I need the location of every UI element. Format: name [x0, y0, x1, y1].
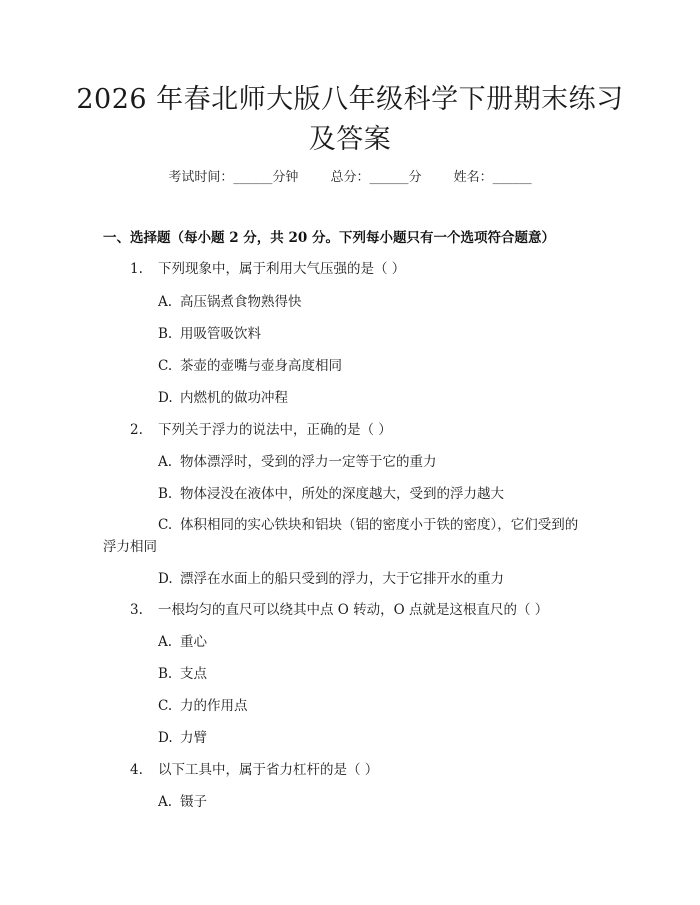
exam-time-field: 考试时间：______分钟 — [168, 170, 299, 185]
student-name-field: 姓名：______ — [453, 170, 532, 185]
option-letter: A. — [158, 294, 173, 310]
total-score-field: 总分：______分 — [330, 170, 422, 185]
option-letter: D. — [158, 390, 173, 406]
option-letter: B. — [158, 486, 173, 502]
question-text: 下列现象中，属于利用大气压强的是（ ） — [158, 261, 406, 277]
option-text: 镊子 — [180, 794, 207, 810]
question-number: 3. — [130, 602, 143, 618]
question-2-option-b — [158, 484, 504, 504]
page-title — [60, 80, 640, 160]
option-text: 力臂 — [180, 730, 207, 746]
question-1-option-c — [158, 356, 342, 376]
option-text: 茶壶的壶嘴与壶身高度相同 — [180, 358, 342, 374]
question-text: 下列关于浮力的说法中，正确的是（ ） — [158, 422, 392, 438]
question-2-option-a — [158, 452, 437, 472]
option-letter: A. — [158, 454, 173, 470]
option-letter: C. — [158, 358, 173, 374]
question-3-option-d — [158, 728, 207, 748]
option-text: 重心 — [180, 634, 207, 650]
option-text: 漂浮在水面上的船只受到的浮力，大于它排开水的重力 — [180, 571, 504, 587]
question-1-option-a — [158, 292, 302, 312]
option-text: 用吸管吸饮料 — [180, 326, 261, 342]
question-3-option-b — [158, 664, 207, 684]
question-number: 4. — [130, 762, 143, 778]
question-1 — [130, 259, 405, 279]
option-letter: A. — [158, 794, 173, 810]
question-3 — [130, 600, 548, 620]
question-2-option-c — [158, 515, 578, 535]
question-1-option-b — [158, 324, 261, 344]
option-text: 物体浸没在液体中，所处的深度越大，受到的浮力越大 — [180, 486, 504, 502]
option-text: 内燃机的做功冲程 — [180, 390, 288, 406]
question-2 — [130, 420, 392, 440]
question-number: 2. — [130, 422, 143, 438]
title-line-1: 2026 年春北师大版八年级科学下册期末练习 — [76, 84, 624, 115]
option-letter: C. — [158, 517, 173, 533]
question-3-option-a — [158, 632, 207, 652]
option-text: 力的作用点 — [180, 698, 248, 714]
option-letter: D. — [158, 730, 173, 746]
option-text: 物体漂浮时，受到的浮力一定等于它的重力 — [180, 454, 437, 470]
question-4 — [130, 760, 378, 780]
exam-meta — [0, 168, 700, 188]
question-text: 以下工具中，属于省力杠杆的是（ ） — [158, 762, 379, 778]
question-4-option-a — [158, 792, 207, 812]
option-letter: A. — [158, 634, 173, 650]
question-text: 一根均匀的直尺可以绕其中点 O 转动，O 点就是这根直尺的（ ） — [158, 602, 549, 618]
question-number: 1. — [130, 261, 143, 277]
question-2-option-c-continuation: 浮力相同 — [103, 539, 157, 555]
section-heading-choice: 一、选择题（每小题 2 分，共 20 分。下列每小题只有一个选项符合题意） — [103, 230, 555, 246]
title-line-2: 及答案 — [308, 124, 392, 155]
option-letter: B. — [158, 326, 173, 342]
option-text: 体积相同的实心铁块和铝块（铝的密度小于铁的密度），它们受到的 — [180, 517, 579, 533]
question-1-option-d — [158, 388, 288, 408]
question-2-option-d — [158, 569, 504, 589]
option-letter: D. — [158, 571, 173, 587]
option-letter: C. — [158, 698, 173, 714]
option-text: 高压锅煮食物熟得快 — [180, 294, 302, 310]
option-letter: B. — [158, 666, 173, 682]
option-text: 支点 — [180, 666, 207, 682]
question-3-option-c — [158, 696, 248, 716]
